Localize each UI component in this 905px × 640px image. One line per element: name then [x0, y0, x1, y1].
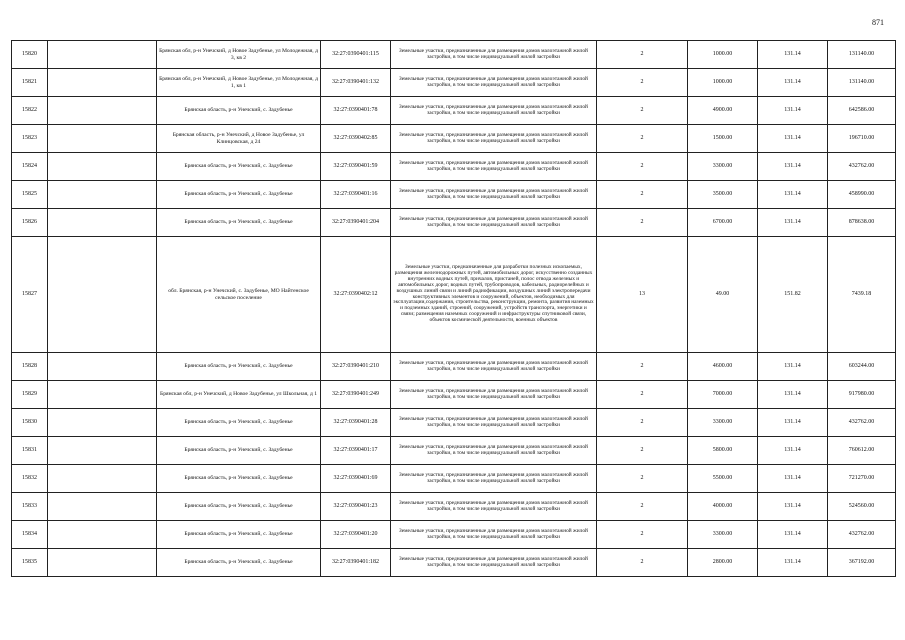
cadastral-value-cell: 432762.00	[828, 153, 896, 181]
area-cell: 7000.00	[688, 381, 758, 409]
rate-cell: 151.82	[758, 237, 828, 353]
land-use-cell: Земельные участки, предназначенные для разработки полезных ископаемых, размещения железнодорожных путей, автомобильных дорог, искусственно созданных внутренних водных путей, причалов, пристаней, полос отвода железных и автомобильных дорог, водных путей, трубопроводов, кабельных, радиорелейных и воздушных линий связи и линий радиофикации, воздушных линий электропередачи конструктивных элементов и сооружений, объектов, необходимых для эксплуатации,содержания, строительства, реконструкции, ремонта, развития наземных и подземных зданий, строений, сооружений, устройств транспорта, энергетики и связи; размещения наземных сооружений и инфраструктуры спутниковой связи, объектов космической деятельности, военных объектов	[391, 237, 597, 353]
cadastral-value-cell: 367192.00	[828, 549, 896, 577]
category-cell: 2	[597, 549, 688, 577]
cadastral-number-cell: 32:27:0390401:182	[321, 549, 391, 577]
cadastral-value-cell: 131140.00	[828, 69, 896, 97]
rate-cell: 131.14	[758, 97, 828, 125]
blank-cell	[48, 41, 157, 69]
land-use-cell: Земельные участки, предназначенные для размещения домов малоэтажной жилой застройки, в том числе индивидуальной жилой застройки	[391, 549, 597, 577]
blank-cell	[48, 69, 157, 97]
address-cell: Брянская область, р-н Унечский, с. Задубенье	[157, 521, 321, 549]
category-cell: 2	[597, 97, 688, 125]
rate-cell: 131.14	[758, 493, 828, 521]
row-number-cell: 15821	[12, 69, 48, 97]
row-number-cell: 15831	[12, 437, 48, 465]
cadastral-number-cell: 32:27:0390401:16	[321, 181, 391, 209]
blank-cell	[48, 209, 157, 237]
row-number-cell: 15826	[12, 209, 48, 237]
category-cell: 2	[597, 181, 688, 209]
table-row	[12, 69, 896, 97]
table-row	[12, 381, 896, 409]
page-number: 871	[872, 18, 884, 27]
blank-cell	[48, 237, 157, 353]
address-cell: обл. Брянская, р-н Унечский, с. Задубенье, МО Найтенское сельское поселение	[157, 237, 321, 353]
category-cell: 2	[597, 125, 688, 153]
cadastral-value-cell: 131140.00	[828, 41, 896, 69]
table-row	[12, 353, 896, 381]
blank-cell	[48, 97, 157, 125]
cadastral-value-cell: 432762.00	[828, 409, 896, 437]
blank-cell	[48, 549, 157, 577]
rate-cell: 131.14	[758, 549, 828, 577]
table-row	[12, 465, 896, 493]
row-number-cell: 15834	[12, 521, 48, 549]
land-use-cell: Земельные участки, предназначенные для размещения домов малоэтажной жилой застройки, в том числе индивидуальной жилой застройки	[391, 353, 597, 381]
land-use-cell: Земельные участки, предназначенные для размещения домов малоэтажной жилой застройки, в том числе индивидуальной жилой застройки	[391, 153, 597, 181]
area-cell: 3300.00	[688, 521, 758, 549]
cadastral-number-cell: 32:27:0390402:85	[321, 125, 391, 153]
table-row	[12, 153, 896, 181]
table-row	[12, 97, 896, 125]
rate-cell: 131.14	[758, 437, 828, 465]
table-row	[12, 209, 896, 237]
rate-cell: 131.14	[758, 125, 828, 153]
cadastral-number-cell: 32:27:0390401:23	[321, 493, 391, 521]
land-use-cell: Земельные участки, предназначенные для размещения домов малоэтажной жилой застройки, в том числе индивидуальной жилой застройки	[391, 437, 597, 465]
category-cell: 2	[597, 353, 688, 381]
rate-cell: 131.14	[758, 181, 828, 209]
row-number-cell: 15827	[12, 237, 48, 353]
cadastral-value-cell: 721270.00	[828, 465, 896, 493]
blank-cell	[48, 521, 157, 549]
category-cell: 2	[597, 209, 688, 237]
blank-cell	[48, 153, 157, 181]
rate-cell: 131.14	[758, 353, 828, 381]
address-cell: Брянская обл, р-н Унечский, д Новое Задубенье, ул Школьная, д 1	[157, 381, 321, 409]
rate-cell: 131.14	[758, 381, 828, 409]
cadastral-value-cell: 432762.00	[828, 521, 896, 549]
category-cell: 2	[597, 153, 688, 181]
row-number-cell: 15822	[12, 97, 48, 125]
land-use-cell: Земельные участки, предназначенные для размещения домов малоэтажной жилой застройки, в том числе индивидуальной жилой застройки	[391, 381, 597, 409]
cadastral-number-cell: 32:27:0390401:28	[321, 409, 391, 437]
rate-cell: 131.14	[758, 69, 828, 97]
table-row	[12, 493, 896, 521]
address-cell: Брянская область, р-н Унечский, д Новое Задубенье, ул Клинцовская, д 24	[157, 125, 321, 153]
cadastral-value-cell: 524560.00	[828, 493, 896, 521]
address-cell: Брянская область, р-н Унечский, с. Задубенье	[157, 549, 321, 577]
category-cell: 2	[597, 437, 688, 465]
cadastral-number-cell: 32:27:0390401:78	[321, 97, 391, 125]
rate-cell: 131.14	[758, 409, 828, 437]
cadastral-value-cell: 917980.00	[828, 381, 896, 409]
cadastral-number-cell: 32:27:0390401:69	[321, 465, 391, 493]
land-use-cell: Земельные участки, предназначенные для размещения домов малоэтажной жилой застройки, в том числе индивидуальной жилой застройки	[391, 465, 597, 493]
row-number-cell: 15823	[12, 125, 48, 153]
cadastral-number-cell: 32:27:0390401:204	[321, 209, 391, 237]
blank-cell	[48, 353, 157, 381]
land-use-cell: Земельные участки, предназначенные для размещения домов малоэтажной жилой застройки, в том числе индивидуальной жилой застройки	[391, 181, 597, 209]
rate-cell: 131.14	[758, 465, 828, 493]
blank-cell	[48, 493, 157, 521]
table-row	[12, 41, 896, 69]
row-number-cell: 15825	[12, 181, 48, 209]
land-use-cell: Земельные участки, предназначенные для размещения домов малоэтажной жилой застройки, в том числе индивидуальной жилой застройки	[391, 209, 597, 237]
land-use-cell: Земельные участки, предназначенные для размещения домов малоэтажной жилой застройки, в том числе индивидуальной жилой застройки	[391, 69, 597, 97]
rate-cell: 131.14	[758, 41, 828, 69]
blank-cell	[48, 125, 157, 153]
table-row	[12, 409, 896, 437]
cadastral-value-cell: 642586.00	[828, 97, 896, 125]
land-use-cell: Земельные участки, предназначенные для размещения домов малоэтажной жилой застройки, в том числе индивидуальной жилой застройки	[391, 97, 597, 125]
land-use-cell: Земельные участки, предназначенные для размещения домов малоэтажной жилой застройки, в том числе индивидуальной жилой застройки	[391, 493, 597, 521]
row-number-cell: 15820	[12, 41, 48, 69]
rate-cell: 131.14	[758, 153, 828, 181]
cadastral-number-cell: 32:27:0390401:132	[321, 69, 391, 97]
area-cell: 6700.00	[688, 209, 758, 237]
blank-cell	[48, 381, 157, 409]
area-cell: 1500.00	[688, 125, 758, 153]
cadastral-number-cell: 32:27:0390401:210	[321, 353, 391, 381]
category-cell: 2	[597, 409, 688, 437]
address-cell: Брянская область, р-н Унечский, с. Задубенье	[157, 153, 321, 181]
blank-cell	[48, 465, 157, 493]
address-cell: Брянская область, р-н Унечский, с. Задубенье	[157, 465, 321, 493]
category-cell: 2	[597, 41, 688, 69]
cadastral-value-cell: 196710.00	[828, 125, 896, 153]
blank-cell	[48, 409, 157, 437]
land-use-cell: Земельные участки, предназначенные для размещения домов малоэтажной жилой застройки, в том числе индивидуальной жилой застройки	[391, 521, 597, 549]
row-number-cell: 15829	[12, 381, 48, 409]
category-cell: 2	[597, 69, 688, 97]
area-cell: 3300.00	[688, 153, 758, 181]
area-cell: 3500.00	[688, 181, 758, 209]
cadastral-value-cell: 458990.00	[828, 181, 896, 209]
address-cell: Брянская область, р-н Унечский, с. Задубенье	[157, 181, 321, 209]
row-number-cell: 15832	[12, 465, 48, 493]
address-cell: Брянская область, р-н Унечский, с. Задубенье	[157, 409, 321, 437]
area-cell: 4900.00	[688, 97, 758, 125]
category-cell: 2	[597, 493, 688, 521]
cadastral-value-cell: 760612.00	[828, 437, 896, 465]
area-cell: 4600.00	[688, 353, 758, 381]
area-cell: 1000.00	[688, 69, 758, 97]
row-number-cell: 15830	[12, 409, 48, 437]
table-row	[12, 181, 896, 209]
cadastral-value-cell: 878638.00	[828, 209, 896, 237]
cadastral-number-cell: 32:27:0390401:115	[321, 41, 391, 69]
land-use-cell: Земельные участки, предназначенные для размещения домов малоэтажной жилой застройки, в том числе индивидуальной жилой застройки	[391, 125, 597, 153]
cadastral-value-cell: 7439.18	[828, 237, 896, 353]
area-cell: 4000.00	[688, 493, 758, 521]
cadastral-value-cell: 603244.00	[828, 353, 896, 381]
row-number-cell: 15828	[12, 353, 48, 381]
cadastral-number-cell: 32:27:0390402:12	[321, 237, 391, 353]
cadastral-number-cell: 32:27:0390401:249	[321, 381, 391, 409]
land-use-cell: Земельные участки, предназначенные для размещения домов малоэтажной жилой застройки, в том числе индивидуальной жилой застройки	[391, 409, 597, 437]
rate-cell: 131.14	[758, 209, 828, 237]
table-row	[12, 437, 896, 465]
area-cell: 1000.00	[688, 41, 758, 69]
table-row	[12, 549, 896, 577]
category-cell: 2	[597, 465, 688, 493]
area-cell: 2800.00	[688, 549, 758, 577]
rate-cell: 131.14	[758, 521, 828, 549]
blank-cell	[48, 437, 157, 465]
area-cell: 5800.00	[688, 437, 758, 465]
area-cell: 49.00	[688, 237, 758, 353]
table-row	[12, 521, 896, 549]
row-number-cell: 15835	[12, 549, 48, 577]
area-cell: 5500.00	[688, 465, 758, 493]
address-cell: Брянская область, р-н Унечский, с. Задубенье	[157, 493, 321, 521]
category-cell: 2	[597, 521, 688, 549]
row-number-cell: 15833	[12, 493, 48, 521]
table-row	[12, 237, 896, 353]
row-number-cell: 15824	[12, 153, 48, 181]
cadastral-number-cell: 32:27:0390401:20	[321, 521, 391, 549]
address-cell: Брянская область, р-н Унечский, с. Задубенье	[157, 97, 321, 125]
address-cell: Брянская обл, р-н Унечский, д Новое Задубенье, ул Молодежная, д 3, кв 2	[157, 41, 321, 69]
land-use-cell: Земельные участки, предназначенные для размещения домов малоэтажной жилой застройки, в том числе индивидуальной жилой застройки	[391, 41, 597, 69]
address-cell: Брянская обл, р-н Унечский, д Новое Задубенье, ул Молодежная, д 1, кв 1	[157, 69, 321, 97]
category-cell: 13	[597, 237, 688, 353]
cadastral-registry-table	[11, 40, 896, 577]
table-row	[12, 125, 896, 153]
cadastral-number-cell: 32:27:0390401:17	[321, 437, 391, 465]
address-cell: Брянская область, р-н Унечский, с. Задубенье	[157, 209, 321, 237]
blank-cell	[48, 181, 157, 209]
address-cell: Брянская область, р-н Унечский, с. Задубенье	[157, 437, 321, 465]
address-cell: Брянская область, р-н Унечский, с. Задубенье	[157, 353, 321, 381]
cadastral-number-cell: 32:27:0390401:59	[321, 153, 391, 181]
area-cell: 3300.00	[688, 409, 758, 437]
category-cell: 2	[597, 381, 688, 409]
